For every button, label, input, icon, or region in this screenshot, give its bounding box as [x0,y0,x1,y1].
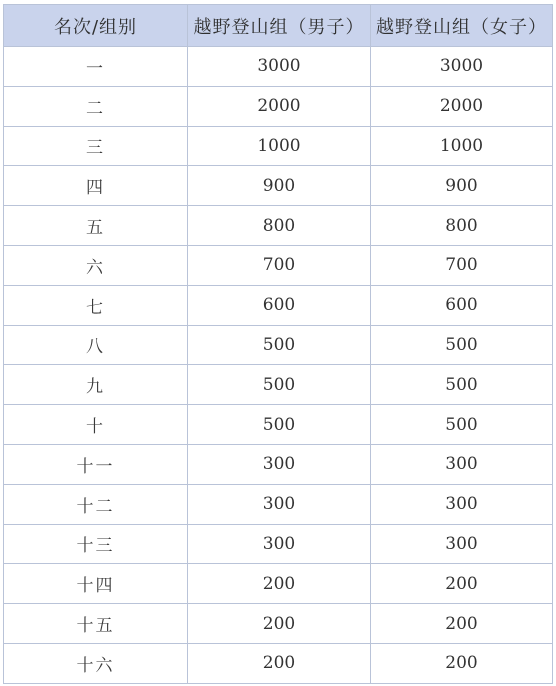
rank-cell: 十四 [4,564,188,604]
male-prize-cell: 300 [188,484,371,524]
rank-cell: 十三 [4,524,188,564]
rank-cell: 十六 [4,643,188,683]
male-prize-cell: 600 [188,285,371,325]
rank-cell: 二 [4,86,188,126]
male-prize-cell: 900 [188,166,371,206]
male-prize-cell: 500 [188,405,371,445]
table-row [4,86,553,126]
table-header [4,5,553,47]
table-row [4,564,553,604]
female-prize-cell: 2000 [371,86,553,126]
male-prize-cell: 300 [188,524,371,564]
table-row [4,166,553,206]
female-prize-cell: 600 [371,285,553,325]
male-prize-cell: 300 [188,444,371,484]
prize-table-container [3,4,552,684]
male-prize-cell: 500 [188,325,371,365]
female-prize-cell: 300 [371,444,553,484]
rank-cell: 十 [4,405,188,445]
table-row [4,444,553,484]
male-prize-cell: 200 [188,564,371,604]
female-prize-cell: 300 [371,524,553,564]
male-prize-cell: 800 [188,206,371,246]
table-row [4,126,553,166]
table-row [4,365,553,405]
female-prize-cell: 200 [371,643,553,683]
header-row [4,5,553,47]
table-row [4,285,553,325]
header-male-group: 越野登山组（男子） [188,5,371,47]
header-female-group: 越野登山组（女子） [371,5,553,47]
table-row [4,604,553,644]
rank-cell: 五 [4,206,188,246]
female-prize-cell: 1000 [371,126,553,166]
male-prize-cell: 500 [188,365,371,405]
rank-cell: 八 [4,325,188,365]
table-body [4,47,553,684]
female-prize-cell: 800 [371,206,553,246]
rank-cell: 七 [4,285,188,325]
rank-cell: 一 [4,47,188,87]
female-prize-cell: 500 [371,365,553,405]
male-prize-cell: 700 [188,245,371,285]
male-prize-cell: 2000 [188,86,371,126]
male-prize-cell: 3000 [188,47,371,87]
rank-cell: 四 [4,166,188,206]
rank-cell: 十二 [4,484,188,524]
female-prize-cell: 900 [371,166,553,206]
table-row [4,206,553,246]
table-row [4,405,553,445]
table-row [4,484,553,524]
rank-cell: 九 [4,365,188,405]
female-prize-cell: 500 [371,405,553,445]
table-row [4,524,553,564]
table-row [4,325,553,365]
female-prize-cell: 200 [371,604,553,644]
female-prize-cell: 300 [371,484,553,524]
male-prize-cell: 1000 [188,126,371,166]
female-prize-cell: 700 [371,245,553,285]
prize-table [3,4,553,684]
female-prize-cell: 3000 [371,47,553,87]
table-row [4,643,553,683]
male-prize-cell: 200 [188,643,371,683]
female-prize-cell: 500 [371,325,553,365]
female-prize-cell: 200 [371,564,553,604]
rank-cell: 六 [4,245,188,285]
rank-cell: 三 [4,126,188,166]
table-row [4,47,553,87]
male-prize-cell: 200 [188,604,371,644]
rank-cell: 十一 [4,444,188,484]
table-row [4,245,553,285]
rank-cell: 十五 [4,604,188,644]
header-rank-group: 名次/组别 [4,5,188,47]
